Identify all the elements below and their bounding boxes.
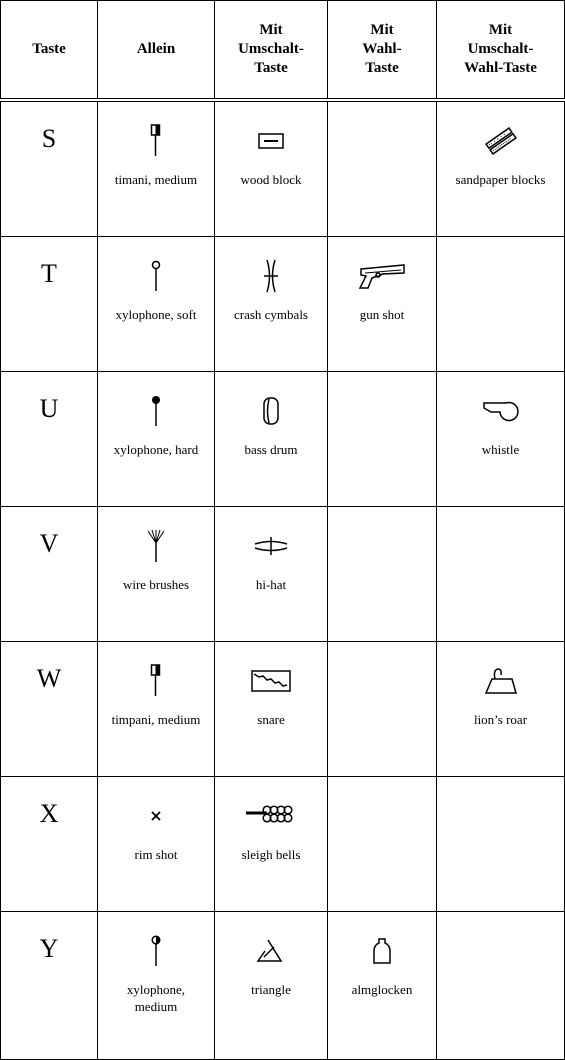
key-letter: T: [1, 237, 98, 372]
symbol-cell: [328, 372, 437, 507]
symbol-cell: [328, 912, 437, 1060]
instrument-label: gun shot: [359, 307, 405, 322]
lions-roar-icon: [437, 662, 564, 700]
key-letter: X: [1, 777, 98, 912]
xylophone-hard-icon: [98, 392, 214, 430]
whistle-icon: [437, 392, 564, 430]
symbol-cell: [98, 777, 215, 912]
header-allein: Allein: [98, 1, 215, 101]
key-letter: Y: [1, 912, 98, 1060]
instrument-label: wire brushes: [122, 577, 190, 592]
table-row: [1, 912, 565, 1060]
symbol-cell: [98, 100, 215, 237]
hi-hat-icon: [215, 527, 327, 565]
sleigh-bells-icon: [215, 797, 327, 835]
xylophone-soft-icon: [98, 257, 214, 295]
timpani-medium-icon: [98, 122, 214, 160]
gun-shot-icon: [328, 257, 436, 295]
symbol-cell: [215, 912, 328, 1060]
symbol-cell: [98, 237, 215, 372]
symbol-cell: [215, 507, 328, 642]
almglocken-icon: [328, 932, 436, 970]
symbol-cell: [328, 777, 437, 912]
rim-shot-icon: [98, 797, 214, 835]
symbol-cell: [98, 642, 215, 777]
symbol-cell: [437, 372, 565, 507]
symbol-cell: [437, 912, 565, 1060]
table-row: [1, 642, 565, 777]
header-umschalt-wahl: Mit Umschalt- Wahl-Taste: [437, 1, 565, 101]
wood-block-icon: [215, 122, 327, 160]
triangle-icon: [215, 932, 327, 970]
symbol-cell: [437, 777, 565, 912]
symbol-cell: [437, 642, 565, 777]
symbol-cell: [215, 642, 328, 777]
symbol-cell: [328, 507, 437, 642]
sandpaper-blocks-icon: [437, 122, 564, 160]
symbol-cell: [98, 507, 215, 642]
symbol-cell: [98, 912, 215, 1060]
snare-icon: [215, 662, 327, 700]
instrument-label: bass drum: [244, 442, 298, 457]
instrument-label: wood block: [240, 172, 302, 187]
timpani-medium-icon: [98, 662, 214, 700]
symbol-cell: [215, 372, 328, 507]
instrument-label: xylophone, hard: [113, 442, 199, 457]
instrument-label: almglocken: [351, 982, 413, 997]
instrument-label: sandpaper blocks: [455, 172, 546, 187]
symbol-cell: [437, 100, 565, 237]
symbol-cell: [437, 237, 565, 372]
instrument-label: lion’s roar: [473, 712, 528, 727]
symbol-cell: [328, 642, 437, 777]
instrument-label: snare: [257, 712, 285, 727]
table-row: [1, 372, 565, 507]
symbol-cell: [215, 100, 328, 237]
symbol-cell: [437, 507, 565, 642]
instrument-label: rim shot: [134, 847, 178, 862]
instrument-label: triangle: [251, 982, 291, 997]
symbol-cell: [215, 237, 328, 372]
instrument-label: xylophone, soft: [115, 307, 197, 322]
symbol-cell: [328, 237, 437, 372]
table-row: [1, 507, 565, 642]
key-letter: W: [1, 642, 98, 777]
table-row: [1, 237, 565, 372]
crash-cymbals-icon: [215, 257, 327, 295]
header-taste: Taste: [1, 1, 98, 101]
instrument-label: hi-hat: [255, 577, 287, 592]
instrument-label: xylophone, medium: [126, 982, 186, 1014]
instrument-label: timpani, medium: [111, 712, 201, 727]
instrument-label: whistle: [481, 442, 520, 457]
table-row: [1, 777, 565, 912]
header-umschalt: Mit Umschalt- Taste: [215, 1, 328, 101]
header-wahl: Mit Wahl- Taste: [328, 1, 437, 101]
table-row: [1, 100, 565, 237]
xylophone-medium-icon: [98, 932, 214, 970]
instrument-label: crash cymbals: [233, 307, 308, 322]
key-letter: U: [1, 372, 98, 507]
key-letter: V: [1, 507, 98, 642]
symbol-cell: [328, 100, 437, 237]
wire-brushes-icon: [98, 527, 214, 565]
instrument-label: sleigh bells: [241, 847, 301, 862]
symbol-cell: [215, 777, 328, 912]
instrument-label: timani, medium: [114, 172, 198, 187]
symbol-cell: [98, 372, 215, 507]
key-letter: S: [1, 100, 98, 237]
header-row: [1, 1, 565, 101]
bass-drum-icon: [215, 392, 327, 430]
